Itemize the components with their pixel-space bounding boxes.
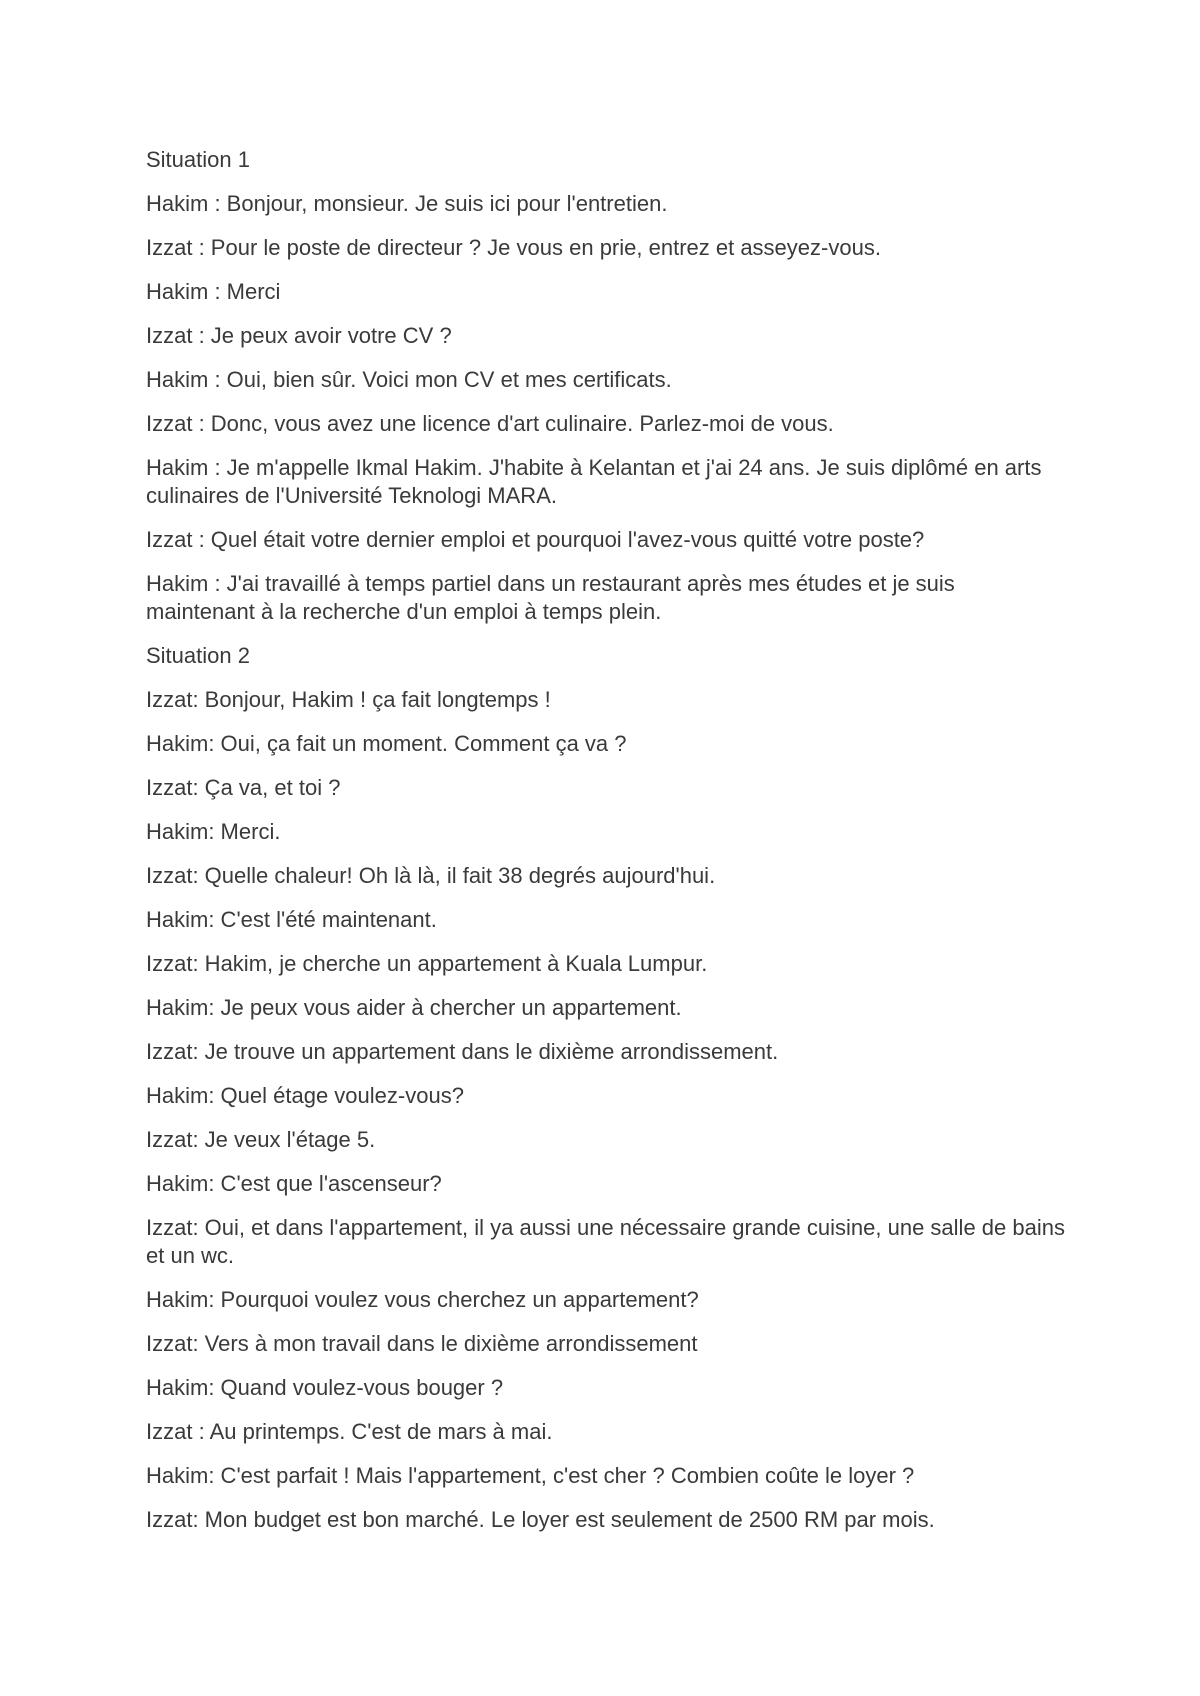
- dialogue-line: Hakim: Quand voulez-vous bouger ?: [146, 1375, 504, 1400]
- dialogue-line: Izzat : Pour le poste de directeur ? Je vous en prie, entrez et asseyez-vous.: [146, 235, 881, 260]
- dialogue-line: Hakim : Je m'appelle Ikmal Hakim. J'habite à Kelantan et j'ai 24 ans. Je suis diplômé en arts culinaires de l'Université Teknologi MARA.: [146, 455, 1042, 508]
- dialogue-line: Izzat : Donc, vous avez une licence d'art culinaire. Parlez-moi de vous.: [146, 411, 834, 436]
- dialogue-line: Izzat: Mon budget est bon marché. Le loyer est seulement de 2500 RM par mois.: [146, 1507, 935, 1532]
- dialogue-line: Izzat: Je veux l'étage 5.: [146, 1127, 376, 1152]
- document-body: [146, 146, 1066, 1550]
- dialogue-line: Hakim : Bonjour, monsieur. Je suis ici pour l'entretien.: [146, 191, 668, 216]
- dialogue-line: Izzat : Au printemps. C'est de mars à mai.: [146, 1419, 553, 1444]
- dialogue-line: Hakim: Merci.: [146, 819, 281, 844]
- dialogue-line: Izzat: Hakim, je cherche un appartement à Kuala Lumpur.: [146, 951, 708, 976]
- dialogue-line: Izzat: Oui, et dans l'appartement, il ya aussi une nécessaire grande cuisine, une salle de bains et un wc.: [146, 1215, 1065, 1268]
- dialogue-line: Hakim: Quel étage voulez-vous?: [146, 1083, 464, 1108]
- situation-1-heading: Situation 1: [146, 147, 250, 172]
- dialogue-line: Hakim : J'ai travaillé à temps partiel dans un restaurant après mes études et je suis maintenant à la recherche d'un emploi à temps plein.: [146, 571, 955, 624]
- dialogue-line: Hakim: Je peux vous aider à chercher un appartement.: [146, 995, 682, 1020]
- dialogue-line: Hakim: Pourquoi voulez vous cherchez un appartement?: [146, 1287, 699, 1312]
- dialogue-line: Izzat : Quel était votre dernier emploi et pourquoi l'avez-vous quitté votre poste?: [146, 527, 925, 552]
- situation-2-heading: Situation 2: [146, 643, 250, 668]
- dialogue-line: Hakim : Oui, bien sûr. Voici mon CV et mes certificats.: [146, 367, 672, 392]
- dialogue-line: Izzat: Vers à mon travail dans le dixième arrondissement: [146, 1331, 698, 1356]
- dialogue-line: Izzat: Bonjour, Hakim ! ça fait longtemps !: [146, 687, 551, 712]
- dialogue-line: Hakim: C'est parfait ! Mais l'appartement, c'est cher ? Combien coûte le loyer ?: [146, 1463, 915, 1488]
- dialogue-line: Izzat : Je peux avoir votre CV ?: [146, 323, 452, 348]
- dialogue-line: Izzat: Ça va, et toi ?: [146, 775, 341, 800]
- dialogue-line: Hakim: C'est l'été maintenant.: [146, 907, 437, 932]
- dialogue-line: Hakim: Oui, ça fait un moment. Comment ça va ?: [146, 731, 627, 756]
- dialogue-line: Izzat: Quelle chaleur! Oh là là, il fait 38 degrés aujourd'hui.: [146, 863, 716, 888]
- dialogue-line: Hakim : Merci: [146, 279, 281, 304]
- dialogue-line: Hakim: C'est que l'ascenseur?: [146, 1171, 442, 1196]
- dialogue-line: Izzat: Je trouve un appartement dans le dixième arrondissement.: [146, 1039, 779, 1064]
